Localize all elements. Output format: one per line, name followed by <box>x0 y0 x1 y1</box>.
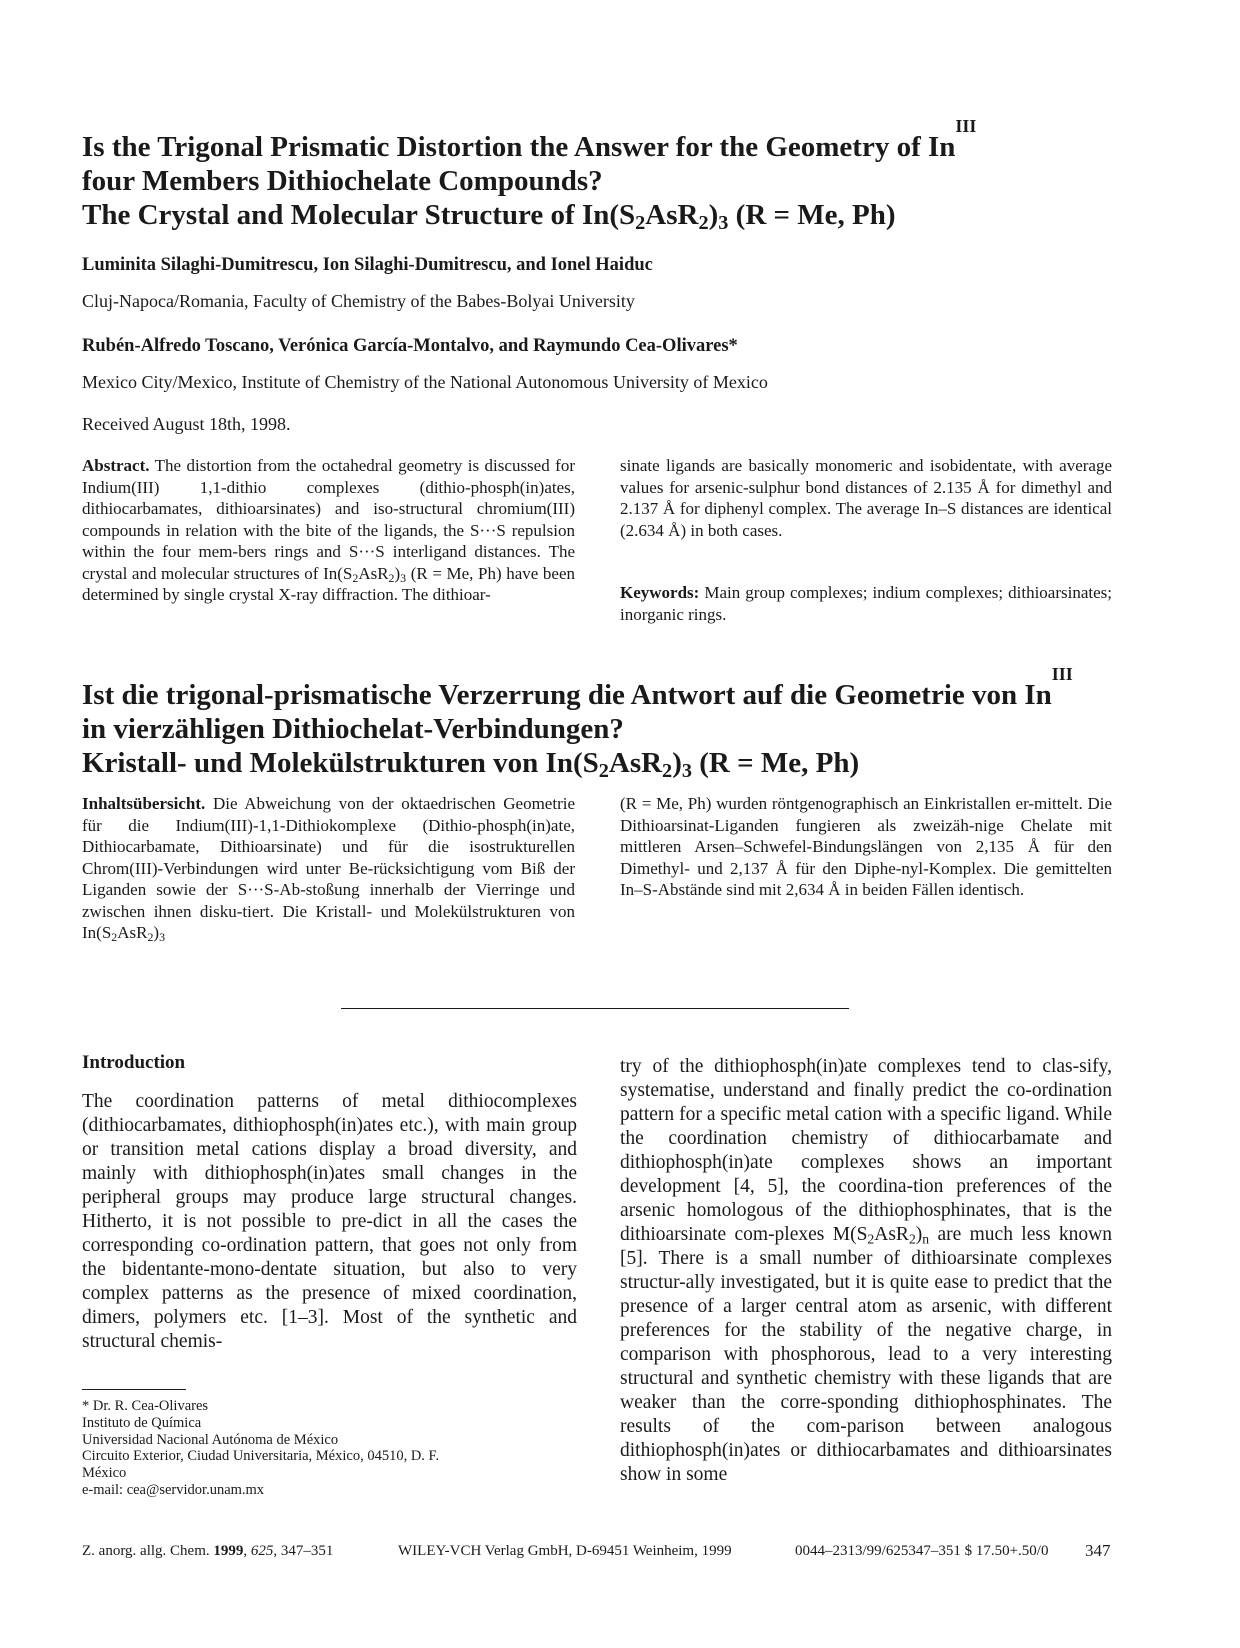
german-title-line-2: in vierzähligen Dithiochelat-Verbindungen? <box>82 713 624 745</box>
keywords-label: Keywords: <box>620 583 700 602</box>
footnote-line: México <box>82 1465 127 1482</box>
introduction-heading: Introduction <box>82 1052 186 1073</box>
section-divider <box>341 1008 849 1009</box>
authors-group-2: Rubén-Alfredo Toscano, Verónica García-Montalvo, and Raymundo Cea-Olivares* <box>82 336 738 356</box>
english-title <box>82 116 1182 235</box>
footnote-line: e-mail: cea@servidor.unam.mx <box>82 1481 265 1498</box>
footnote-line: Universidad Nacional Autónoma de México <box>82 1431 339 1448</box>
english-title-line-2: four Members Dithiochelate Compounds? <box>82 165 603 197</box>
received-date: Received August 18th, 1998. <box>82 414 291 434</box>
footnote-line: Instituto de Química <box>82 1414 202 1431</box>
introduction-left-column: The coordination patterns of metal dithiocomplexes (dithiocarbamates, dithiophosph(in)ates etc.), with main group or transition metal cations display a broad diversity, and mainly with dithiophosph(in)ates small changes in the peripheral groups may produce large structural changes. Hitherto, it is not possible to pre-dict in all the cases the corresponding co-ordination pattern, that goes not only from the bidentante-mono-dentate situation, but also to very complex patterns as the presence of mixed coordination, dimers, polymers etc. [1–3]. Most of the synthetic and structural chemis- <box>82 1091 577 1352</box>
german-title-line-3: Kristall- und Molekülstrukturen von $In(S_2AsR_2)_3$ (R = Me, Ph) <box>82 747 860 783</box>
inhalt-label: Inhaltsübersicht. <box>82 794 206 813</box>
inhalt-left-column: Inhaltsübersicht. Die Abweichung von der oktaedrischen Geometrie für die Indium(III)-1,1-Dithiokomplexe (Dithio-phosph(in)ate, Dithiocarbamate, Dithioarsinate) und für die isostrukturellen Chrom(III)-Verbindungen wird unter Be-rücksichtigung vom Biß der Liganden sowie der S···S-Ab-stoßung innerhalb der Vierringe und zwischen ihnen disku-tiert. Die Kristall- und Molekülstrukturen von $In(S_2AsR_2)_3$ <box>82 794 575 944</box>
german-title <box>82 664 1182 783</box>
affiliation-1: Cluj-Napoca/Romania, Faculty of Chemistry of the Babes-Bolyai University <box>82 291 635 311</box>
authors-group-1: Luminita Silaghi-Dumitrescu, Ion Silaghi-Dumitrescu, and Ionel Haiduc <box>82 255 653 275</box>
keywords: Keywords: Main group complexes; indium complexes; dithioarsinates; inorganic rings. <box>620 583 1112 624</box>
article-code: 0044–2313/99/625347–351 $ 17.50+.50/0 <box>795 1543 1049 1559</box>
affiliation-2: Mexico City/Mexico, Institute of Chemistry of the National Autonomous University of Mexico <box>82 372 768 392</box>
page-number: 347 <box>1085 1541 1111 1560</box>
english-title-line-1: Is the Trigonal Prismatic Distortion the Answer for the Geometry of $In^{III}$ <box>82 116 977 163</box>
footnote <box>82 1398 582 1499</box>
inhalt-right-column: (R = Me, Ph) wurden röntgenographisch an Einkristallen er-mittelt. Die Dithioarsinat-Liganden fungieren als zweizäh-nige Chelate mit mittleren Arsen–Schwefel-Bindungslängen von 2,135 Å für den Dimethyl- und 2,137 Å für den Diphe-nyl-Komplex. Die gemittelten In–S-Abstände sind mit 2,634 Å in beiden Fällen identisch. <box>620 794 1112 899</box>
footnote-line: * Dr. R. Cea-Olivares <box>82 1398 209 1414</box>
footnote-rule <box>82 1389 186 1390</box>
publisher-line: WILEY-VCH Verlag GmbH, D-69451 Weinheim, 1999 <box>398 1543 732 1559</box>
introduction-right-column: try of the dithiophosph(in)ate complexes tend to clas-sify, systematise, understand and finally predict the co-ordination pattern for a specific metal cation with a specific ligand. While the coordination chemistry of dithiocarbamate and dithiophosph(in)ate complexes shows an important development [4, 5], the coordina-tion preferences of the arsenic homologous of the dithiophosphinates, that is the dithioarsinate com-plexes $M(S_2AsR_2)_n$ are much less known [5]. There is a small number of dithioarsinate complexes structur-ally investigated, but it is quite ease to predict that the presence of a larger central atom as arsenic, with different preferences for the stability of the negative charge, in comparison with phosphorous, lead to a very interesting structural and synthetic chemistry with these ligands that are weaker than the corre-sponding dithiophosphinates. The results of the com-parison between analogous dithiophosph(in)ates or dithiocarbamates and dithioarsinates show in some <box>620 1056 1112 1485</box>
footnote-line: Circuito Exterior, Ciudad Universitaria, México, 04510, D. F. <box>82 1448 440 1465</box>
abstract-left-column: Abstract. The distortion from the octahedral geometry is discussed for Indium(III) 1,1-dithio complexes (dithio-phosph(in)ates, dithiocarbamates, dithioarsinates) and iso-structural chromium(III) compounds in relation with the bite of the ligands, the S···S repulsion within the four mem-bers rings and S···S interligand distances. The crystal and molecular structures of $In(S_2AsR_2)_3$ (R = Me, Ph) have been determined by single crystal X-ray diffraction. The dithioar- <box>82 456 576 604</box>
german-title-line-1: Ist die trigonal-prismatische Verzerrung die Antwort auf die Geometrie von $In^{III}$ <box>82 664 1073 711</box>
abstract-right-column: sinate ligands are basically monomeric and isobidentate, with average values for arsenic-sulphur bond distances of 2.135 Å for dimethyl and 2.137 Å for diphenyl complex. The average In–S distances are identical (2.634 Å) in both cases. <box>620 456 1112 540</box>
english-title-line-3: The Crystal and Molecular Structure of $In(S_2AsR_2)_3$ (R = Me, Ph) <box>82 199 896 235</box>
abstract-label: Abstract. <box>82 456 150 475</box>
journal-citation: Z. anorg. allg. Chem. 1999, 625, 347–351 <box>82 1543 334 1559</box>
